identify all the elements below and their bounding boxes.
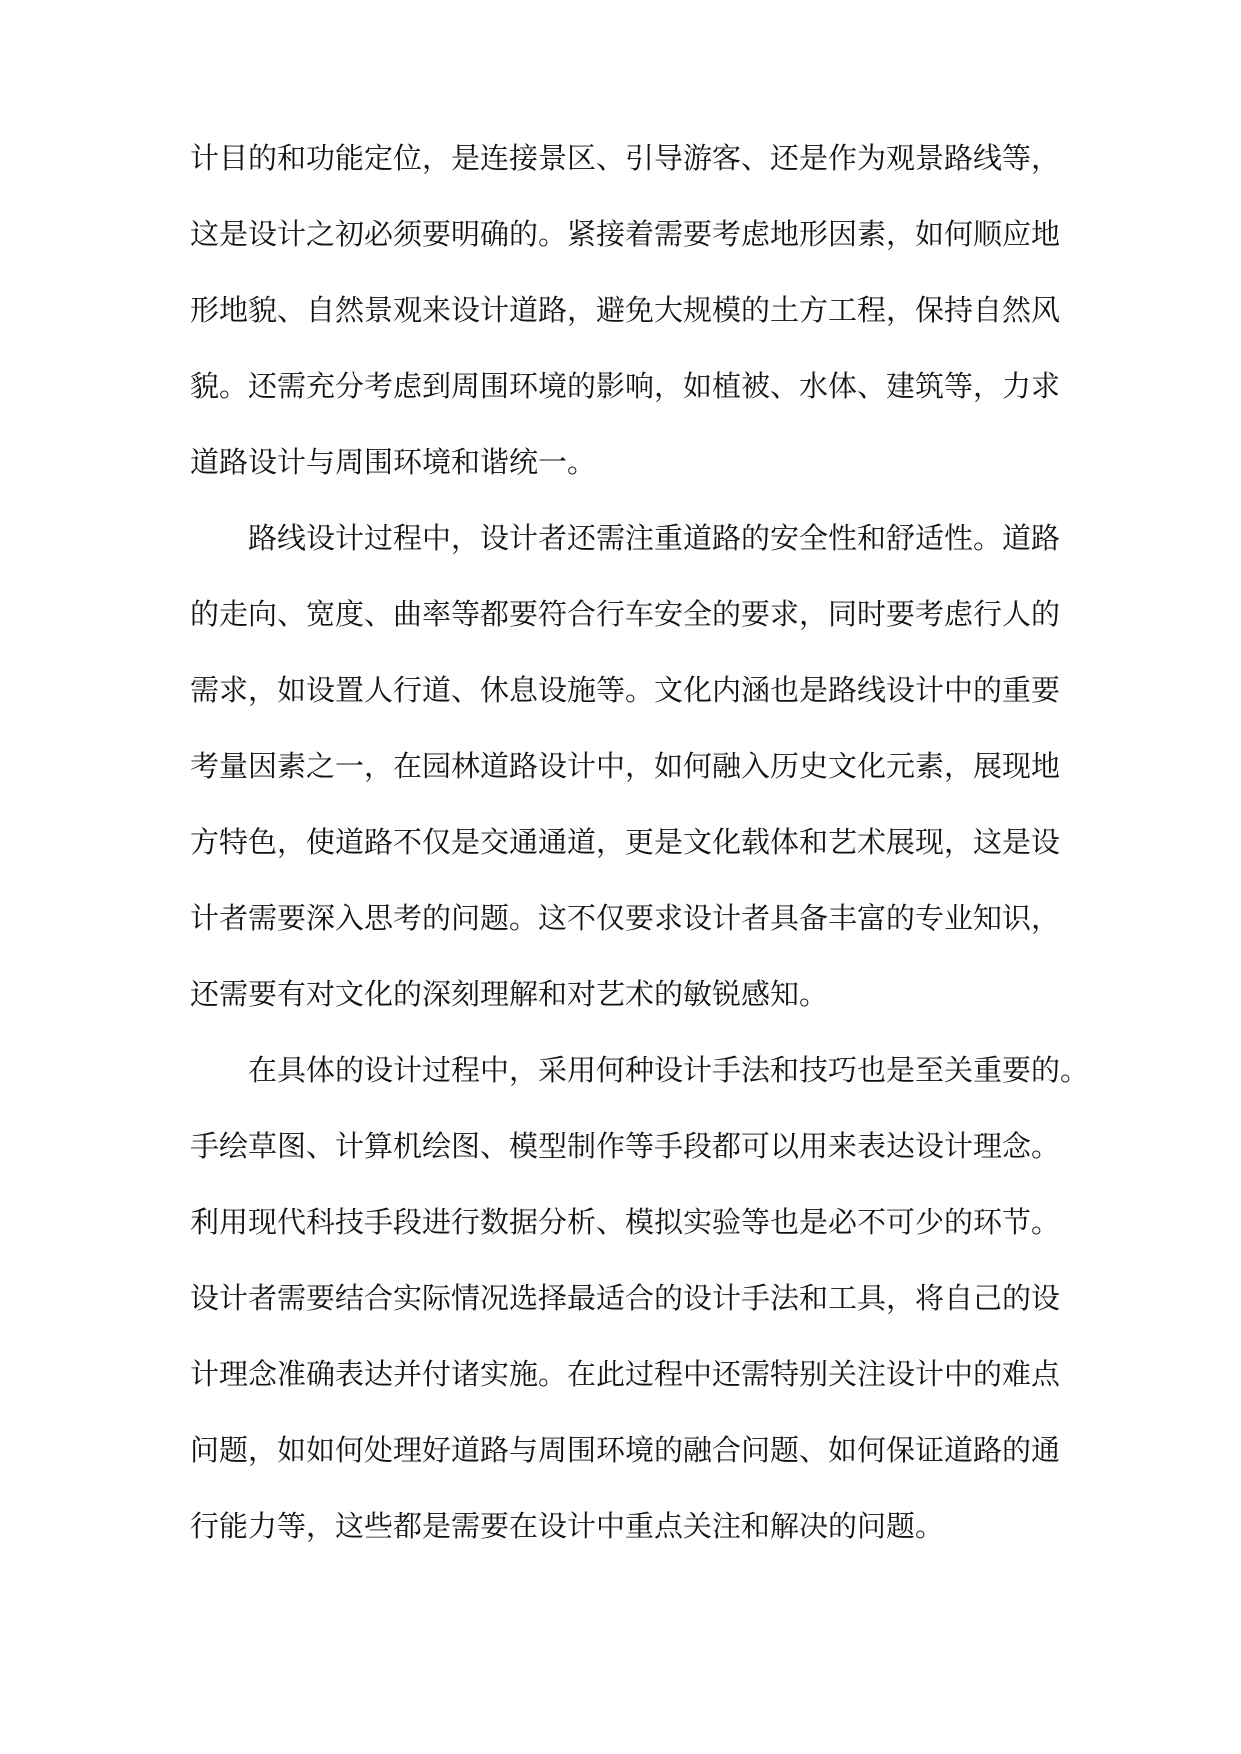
text-line: 形地貌、自然景观来设计道路，避免大规模的土方工程，保持自然风: [190, 293, 1061, 327]
text-line: 的走向、宽度、曲率等都要符合行车安全的要求，同时要考虑行人的: [190, 597, 1061, 631]
text-line: 还需要有对文化的深刻理解和对艺术的敏锐感知。: [190, 977, 829, 1011]
text-line: 计理念准确表达并付诸实施。在此过程中还需特别关注设计中的难点: [190, 1357, 1061, 1391]
text-line: 行能力等，这些都是需要在设计中重点关注和解决的问题。: [190, 1509, 945, 1543]
text-line: 需求，如设置人行道、休息设施等。文化内涵也是路线设计中的重要: [190, 673, 1061, 707]
text-line: 在具体的设计过程中，采用何种设计手法和技巧也是至关重要的。: [248, 1053, 1090, 1087]
text-line: 设计者需要结合实际情况选择最适合的设计手法和工具，将自己的设: [190, 1281, 1061, 1315]
text-line: 这是设计之初必须要明确的。紧接着需要考虑地形因素，如何顺应地: [190, 217, 1061, 251]
paragraph-1: [190, 120, 1060, 500]
text-line: 计者需要深入思考的问题。这不仅要求设计者具备丰富的专业知识，: [190, 901, 1061, 935]
paragraph-2: [190, 500, 1060, 1032]
paragraph-3: [190, 1032, 1090, 1564]
text-line: 手绘草图、计算机绘图、模型制作等手段都可以用来表达设计理念。: [190, 1129, 1061, 1163]
text-line: 道路设计与周围环境和谐统一。: [190, 445, 597, 479]
text-line: 考量因素之一，在园林道路设计中，如何融入历史文化元素，展现地: [190, 749, 1061, 783]
text-line: 路线设计过程中，设计者还需注重道路的安全性和舒适性。道路: [248, 521, 1061, 555]
text-line: 利用现代科技手段进行数据分析、模拟实验等也是必不可少的环节。: [190, 1205, 1061, 1239]
text-line: 貌。还需充分考虑到周围环境的影响，如植被、水体、建筑等，力求: [190, 369, 1061, 403]
body-text: [190, 120, 1090, 1564]
text-line: 方特色，使道路不仅是交通通道，更是文化载体和艺术展现，这是设: [190, 825, 1061, 859]
text-line: 问题，如如何处理好道路与周围环境的融合问题、如何保证道路的通: [190, 1433, 1061, 1467]
text-line: 计目的和功能定位，是连接景区、引导游客、还是作为观景路线等，: [190, 141, 1061, 175]
